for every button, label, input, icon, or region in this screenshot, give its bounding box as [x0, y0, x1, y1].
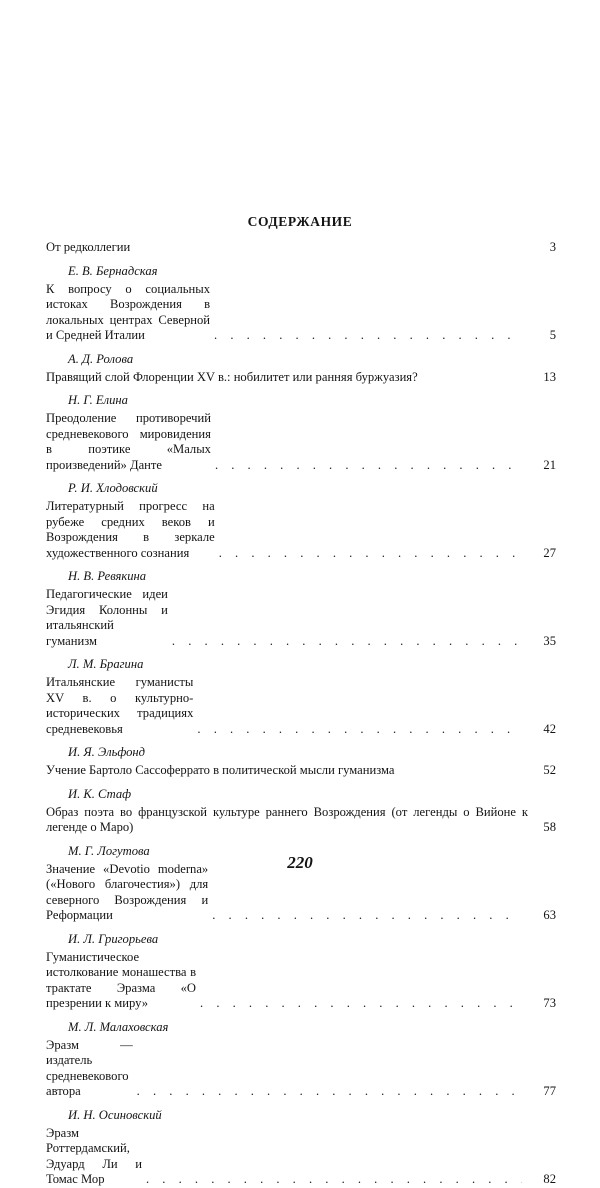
toc-author: И. Я. Эльфонд [68, 745, 146, 759]
toc-entry [46, 411, 556, 473]
table-of-contents [46, 237, 556, 1188]
leader-dots [146, 1172, 522, 1188]
toc-page-number: 42 [543, 721, 556, 736]
page-number-footer: 220 [287, 853, 313, 872]
toc-author: Н. Г. Елина [68, 393, 128, 407]
toc-entry-title: Эразм — издатель средневекового автора [46, 1037, 133, 1098]
toc-title: СОДЕРЖАНИЕ [247, 214, 353, 229]
toc-author: М. Л. Малаховская [68, 1019, 169, 1034]
toc-page-number: 21 [543, 457, 556, 472]
toc-page-number: 3 [549, 240, 556, 254]
toc-entry-title: От редколлегии [46, 240, 131, 254]
toc-entry [46, 587, 556, 649]
toc-entry-title: Эразм Роттердамский, Эдуард Ли и Томас Мор [46, 1125, 142, 1186]
toc-page-number: 82 [543, 1172, 556, 1186]
toc-author: Р. И. Хлодовский [68, 481, 158, 495]
toc-entry-title: Учение Бартоло Сассоферрато в политической мысли гуманизма [46, 763, 395, 777]
toc-entry-title: Гуманистическое истолкование монашества в трактате Эразма «О презрении к миру» [46, 949, 197, 1010]
toc-author: Е. В. Бернадская [68, 263, 158, 278]
toc-author: И. К. Стаф [68, 786, 132, 801]
toc-page-number: 77 [543, 1084, 556, 1098]
leader-dots [219, 546, 522, 562]
toc-page-number: 5 [549, 328, 556, 342]
toc-page-number: 52 [543, 763, 556, 777]
toc-page-number: 58 [543, 820, 556, 834]
toc-entry [46, 282, 556, 344]
toc-page-number: 27 [543, 545, 556, 560]
toc-entry [46, 805, 556, 836]
toc-entry-title: Образ поэта во французской культуре раннего Возрождения (от легенды о Вийоне к легенде о Маро) [46, 804, 528, 834]
toc-entry-title: Итальянские гуманисты XV в. о культурно-исторических традициях средневековья [46, 675, 194, 736]
toc-page-number: 13 [543, 369, 556, 384]
toc-entry [46, 240, 556, 256]
toc-entry [46, 370, 556, 386]
leader-dots [172, 634, 522, 650]
toc-entry [46, 763, 556, 779]
toc-author: Л. М. Брагина [68, 657, 144, 671]
toc-page-number: 35 [543, 633, 556, 648]
toc-entry-title: Преодоление противоречий средневекового мировидения в поэтике «Малых произведений» Данте [46, 411, 211, 472]
toc-page-number: 63 [543, 908, 556, 922]
leader-dots [200, 996, 522, 1012]
toc-entry-title: Литературный прогресс на рубеже средних веков и Возрождения в зеркале художественного сознания [46, 499, 215, 560]
leader-dots [215, 458, 522, 474]
toc-author: М. Г. Логутова [68, 843, 150, 858]
leader-dots [214, 328, 522, 344]
toc-entry-title: Значение «Devotio moderna» («Нового благочестия») для северного Возрождения и Реформации [46, 861, 209, 922]
leader-dots [197, 722, 522, 738]
leader-dots [212, 908, 522, 924]
toc-author: Н. В. Ревякина [68, 569, 147, 583]
toc-entry [46, 950, 556, 1012]
toc-entry [46, 1126, 556, 1188]
toc-entry-title: Педагогические идеи Эгидия Колонны и итальянский гуманизм [46, 587, 168, 648]
toc-entry-title: Правящий слой Флоренции XV в.: нобилитет или ранняя буржуазия? [46, 369, 418, 384]
toc-entry [46, 675, 556, 737]
toc-entry [46, 499, 556, 561]
toc-author: И. Л. Григорьева [68, 931, 159, 946]
toc-author: А. Д. Ролова [68, 351, 134, 366]
toc-page-number: 73 [543, 996, 556, 1010]
toc-entry [46, 1038, 556, 1100]
toc-entry-title: К вопросу о социальных истоках Возрождения в локальных центрах Северной и Средней Италии [46, 281, 211, 342]
leader-dots [137, 1084, 522, 1100]
toc-author: И. Н. Осиновский [68, 1107, 162, 1122]
